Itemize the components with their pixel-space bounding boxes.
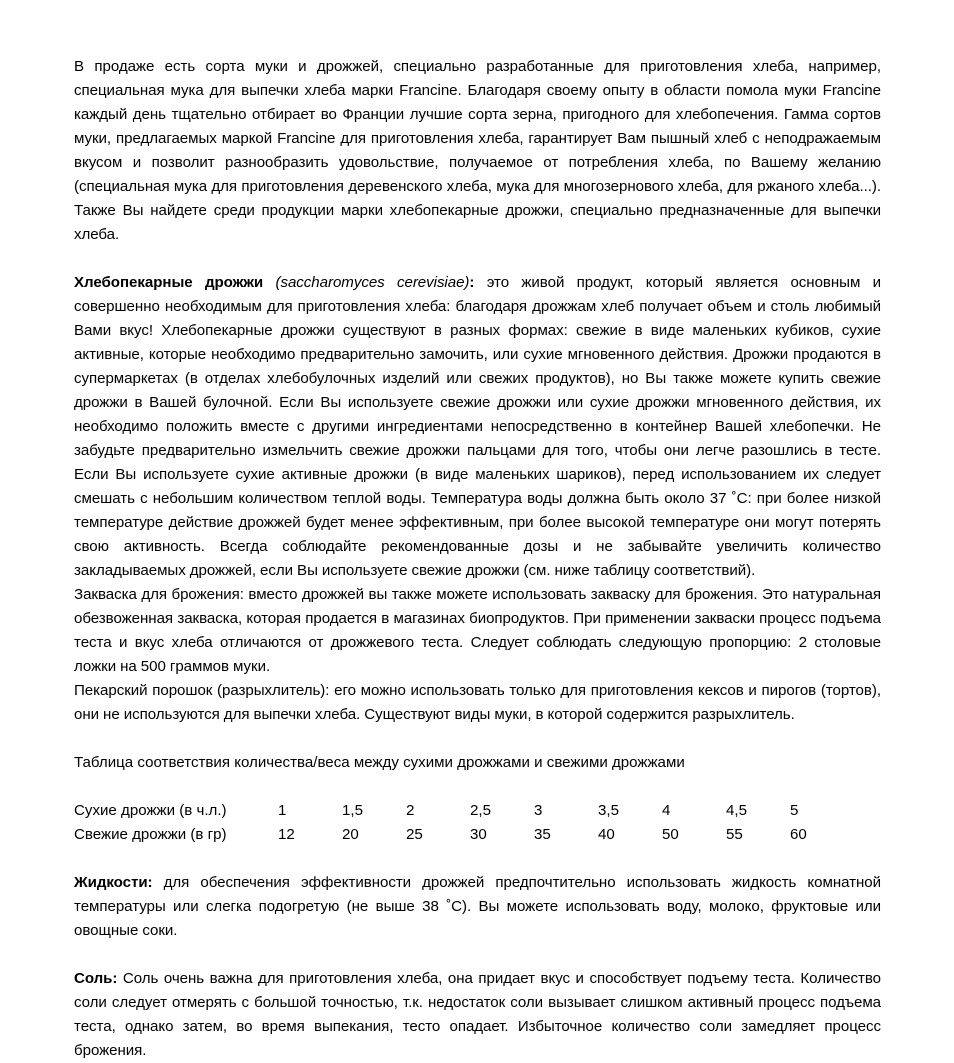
table-cell: 25 [406, 826, 423, 843]
table-cell: 3 [534, 802, 543, 819]
table-cell: 40 [598, 826, 615, 843]
paragraph-liquids [74, 871, 881, 943]
table-row-label: Свежие дрожжи (в гр) [74, 826, 227, 843]
table-cell: 35 [534, 826, 551, 843]
table-bottom-spacer [74, 847, 881, 871]
salt-top-spacer [74, 943, 881, 967]
paragraph-starter: Закваска для брожения: вместо дрожжей вы также можете использовать закваску для брожения. Это натуральная обезвоженная закваска, которая продается в магазинах биопродуктов. При применении закваски процесс подъема теста и вкус хлеба отличаются от дрожжевого теста. Следует соблюдать следующую пропорцию: 2 столовые ложки на 500 граммов муки. [74, 586, 881, 675]
table-cell: 3,5 [598, 802, 619, 819]
paragraph-yeast [74, 271, 881, 583]
table-cell: 5 [790, 802, 799, 819]
table-top-spacer [74, 727, 881, 751]
conversion-table-caption: Таблица соответствия количества/веса между сухими дрожжами и свежими дрожжами [74, 754, 685, 771]
table-row [74, 823, 854, 847]
table-caption-spacer [74, 775, 881, 799]
table-cell: 50 [662, 826, 679, 843]
table-row [74, 799, 854, 823]
table-cell: 1 [278, 802, 287, 819]
yeast-heading-label: Хлебопекарные дрожжи [74, 274, 264, 291]
paragraph-spacer [74, 247, 881, 271]
table-cell: 4,5 [726, 802, 747, 819]
yeast-binomial-label: (saccharomyces cerevisiae) [275, 274, 470, 291]
table-cell: 12 [278, 826, 295, 843]
salt-body-text: Соль очень важна для приготовления хлеба, она придает вкус и способствует подъему теста. Количество соли следует отмерять с большой точностью, т.к. недостаток соли вызывает слишком активный процесс подъема теста, однако затем, во время выпекания, тесто опадает. Избыточное количество соли замедляет процесс брожения. [74, 970, 881, 1059]
table-cell: 1,5 [342, 802, 363, 819]
table-cell: 30 [470, 826, 487, 843]
table-cell: 60 [790, 826, 807, 843]
table-row-label: Сухие дрожжи (в ч.л.) [74, 802, 227, 819]
liquids-body-text: для обеспечения эффективности дрожжей предпочтительно использовать жидкость комнатной температуры или слегка подогретую (не выше 38 ˚С). Вы можете использовать воду, молоко, фруктовые или овощные соки. [74, 874, 881, 939]
paragraph-salt [74, 967, 881, 1063]
table-cell: 2,5 [470, 802, 491, 819]
conversion-table [74, 799, 854, 847]
liquids-heading-label: Жидкости: [74, 874, 153, 891]
paragraph-baking-powder: Пекарский порошок (разрыхлитель): его можно использовать только для приготовления кексов и пирогов (тортов), они не используются для выпечки хлеба. Существуют виды муки, в которой содержится разрыхлитель. [74, 682, 881, 723]
table-cell: 55 [726, 826, 743, 843]
table-cell: 2 [406, 802, 415, 819]
salt-heading-label: Соль: [74, 970, 118, 987]
yeast-heading-colon: : [469, 274, 475, 291]
paragraph-intro: В продаже есть сорта муки и дрожжей, специально разработанные для приготовления хлеба, например, специальная мука для выпечки хлеба марки Francine. Благодаря своему опыту в области помола муки Francine каждый день тщательно отбирает во Франции лучшие сорта зерна, пригодного для хлебопечения. Гамма сортов муки, предлагаемых маркой Francine для приготовления хлеба, гарантирует Вам пышный хлеб с неподражаемым вкусом и позволит разнообразить удовольствие, получаемое от потребления хлеба, по Вашему желанию (специальная мука для приготовления деревенского хлеба, мука для многозернового хлеба, для ржаного хлеба...). Также Вы найдете среди продукции марки хлебопекарные дрожжи, специально предназначенные для выпечки хлеба. [74, 58, 881, 243]
yeast-body-text: это живой продукт, который является основным и совершенно необходимым для приготовления хлеба: благодаря дрожжам хлеб получает объем и столь любимый Вами вкус! Хлебопекарные дрожжи существуют в разных формах: свежие в виде маленьких кубиков, сухие активные, которые необходимо предварительно замочить, или сухие мгновенного действия. Дрожжи продаются в супермаркетах (в отделах хлебобулочных изделий или свежих продуктов), но Вы также можете купить свежие дрожжи в Вашей булочной. Если Вы используете свежие дрожжи или сухие дрожжи мгновенного действия, их необходимо положить вместе с другими ингредиентами непосредственно в контейнер Вашей хлебопечки. Не забудьте предварительно измельчить свежие дрожжи пальцами для того, чтобы они легче разошлись в тесте. Если Вы используете сухие активные дрожжи (в виде маленьких шариков), перед использованием их следует смешать с небольшим количеством теплой воды. Температура воды должна быть около 37 ˚С: при более низкой температуре действие дрожжей будет менее эффективным, при более высокой температуре они могут потерять свою активность. Всегда соблюдайте рекомендованные дозы и не забывайте увеличить количество закладываемых дрожжей, если Вы используете свежие дрожжи (см. ниже таблицу соответствий). [74, 274, 882, 579]
table-cell: 4 [662, 802, 671, 819]
table-cell: 20 [342, 826, 359, 843]
